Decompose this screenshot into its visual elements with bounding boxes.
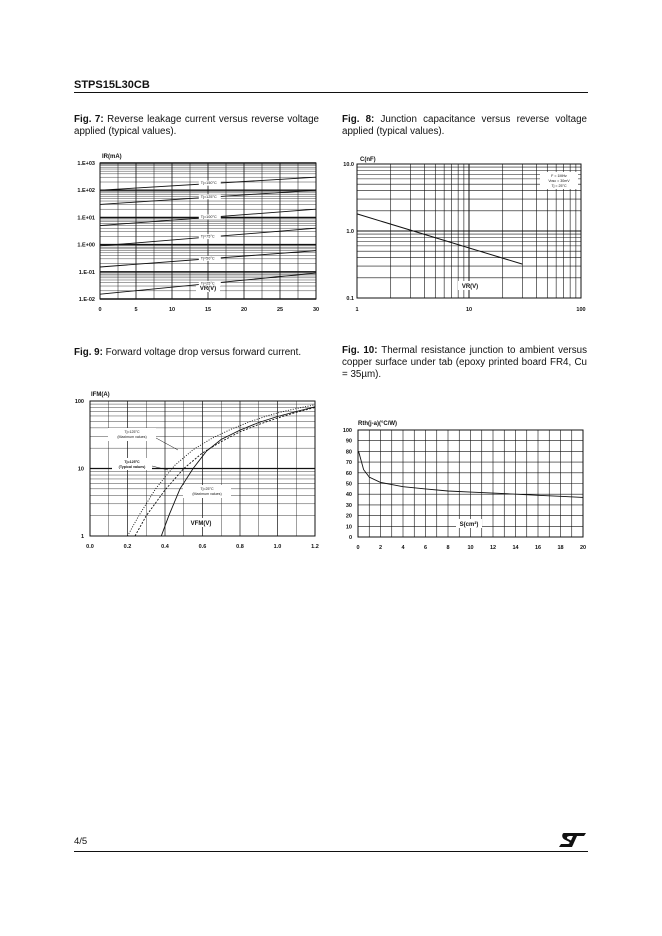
fig9-x-axis-label: VFM(V) [190, 521, 212, 527]
fig7-x-tick-label: 10 [168, 307, 176, 313]
fig7-text: Reverse leakage current versus reverse voltage applied (typical values). [74, 114, 319, 137]
fig10-y-tick-label: 80 [345, 449, 352, 456]
fig8-legend-text: Tj = 25°C [551, 184, 567, 188]
page-number: 4/5 [74, 836, 88, 847]
fig9-x-tick-label: 0.4 [161, 544, 169, 550]
fig7-y-tick-label: 1.E-01 [78, 269, 95, 276]
fig9-x-tick-label: 0.6 [198, 544, 207, 550]
fig8-y-tick-label: 0.1 [346, 296, 354, 302]
fig8-y-axis-label: C(nF) [360, 157, 376, 163]
fig10-y-tick-label: 20 [345, 513, 352, 520]
fig9-y-axis-label: IFM(A) [91, 392, 110, 398]
fig9-x-tick-label: 0.2 [123, 544, 132, 550]
fig9-annotation-text: Tj=125°C [124, 430, 140, 434]
fig10-y-tick-label: 60 [345, 470, 352, 477]
fig8-x-tick-label: 1 [355, 307, 359, 313]
fig8-y-tick-label: 1.0 [346, 229, 354, 235]
fig10-x-tick-label: 6 [423, 545, 428, 551]
fig7-x-tick-label: 25 [276, 307, 284, 313]
fig7-y-tick-label: 1.E+01 [77, 215, 95, 222]
fig10-x-tick-label: 16 [534, 545, 542, 551]
fig10-x-tick-label: 2 [378, 545, 383, 551]
fig10-y-tick-label: 30 [345, 502, 352, 509]
fig8-x-tick-label: 10 [465, 307, 473, 313]
fig10-y-axis-label: Rth(j-a)(°C/W) [358, 421, 398, 427]
fig9-y-tick-label: 1 [80, 534, 84, 540]
fig10-x-tick-label: 18 [557, 545, 564, 551]
fig10-x-tick-label: 14 [512, 545, 519, 551]
fig10-y-tick-label: 50 [345, 481, 352, 488]
fig8-legend-text: F = 1MHz [551, 174, 567, 178]
fig10-text: Thermal resistance junction to ambient versus copper surface under tab (epoxy printed board FR4, Cu = 35µm). [342, 345, 587, 380]
fig7-x-tick-label: 30 [312, 307, 320, 313]
fig7-x-tick-label: 5 [134, 307, 138, 313]
fig10-x-axis-label: S(cm²) [459, 522, 479, 528]
fig7-series-label: Tj=100°C [200, 214, 217, 219]
fig7-series-label: Tj=125°C [200, 194, 217, 199]
fig9-label: Fig. 9: [74, 347, 103, 358]
fig10-y-tick-label: 0 [348, 535, 352, 541]
fig7-y-tick-label: 1.E+02 [77, 188, 95, 195]
fig7-y-axis-label: IR(mA) [102, 154, 122, 160]
fig10-x-tick-label: 4 [401, 545, 405, 551]
fig10-label: Fig. 10: [342, 345, 378, 356]
fig7-series-label: Tj=75°C [200, 234, 215, 239]
fig7-x-tick-label: 20 [240, 307, 248, 313]
fig9-text: Forward voltage drop versus forward current. [105, 347, 302, 358]
fig10-x-tick-label: 20 [579, 545, 587, 551]
fig9-x-tick-label: 0.0 [86, 544, 94, 550]
fig7-x-tick-label: 15 [204, 307, 212, 313]
fig7-series-label: Tj=50°C [200, 256, 215, 261]
fig7-x-axis-label: VR(V) [199, 286, 217, 292]
fig8-x-tick-label: 100 [576, 307, 586, 313]
fig7-y-tick-label: 1.E-02 [78, 297, 95, 303]
fig9-annotation-text: Tj=25°C [200, 487, 214, 491]
fig7-series-label: Tj=150°C [200, 181, 217, 186]
fig10-x-tick-label: 8 [446, 545, 450, 551]
fig10-x-tick-label: 10 [467, 545, 474, 551]
fig9-y-tick-label: 100 [74, 399, 84, 405]
fig10-y-tick-label: 90 [345, 438, 352, 445]
fig9-annotation-text: (Maximum values) [117, 435, 147, 439]
fig7-y-tick-label: 1.E+00 [77, 242, 95, 249]
fig10-y-tick-label: 10 [345, 524, 352, 531]
fig8-series-line [357, 214, 522, 264]
st-logo-icon [558, 831, 588, 849]
fig10-x-tick-label: 12 [489, 545, 497, 551]
fig8-text: Junction capacitance versus reverse voltage applied (typical values). [342, 114, 587, 137]
fig9-x-tick-label: 1.2 [311, 544, 319, 550]
footer-rule [74, 851, 588, 852]
fig8-y-tick-label: 10.0 [343, 162, 354, 168]
fig7-label: Fig. 7: [74, 114, 104, 125]
fig7-series-label: Tj=25°C [200, 281, 215, 286]
fig7-x-tick-label: 0 [98, 307, 102, 313]
fig8-legend-text: Vosc = 30mV [548, 179, 570, 183]
fig7-y-tick-label: 1.E+03 [77, 161, 95, 167]
fig10-x-tick-label: 0 [356, 545, 360, 551]
fig9-y-tick-label: 10 [77, 466, 84, 473]
fig8-label: Fig. 8: [342, 114, 375, 125]
fig9-annotation-text: (Maximum values) [192, 492, 222, 496]
fig9-x-tick-label: 1.0 [273, 544, 282, 550]
fig10-y-tick-label: 70 [345, 460, 352, 467]
fig10-y-tick-label: 40 [345, 492, 352, 499]
header-title: STPS15L30CB [74, 79, 150, 91]
fig9-annotation-text: Tj=125°C [124, 460, 140, 464]
fig9-annotation-text: (Typical values) [118, 465, 146, 469]
fig10-y-tick-label: 100 [342, 428, 352, 434]
fig9-x-tick-label: 0.8 [236, 544, 244, 550]
fig8-x-axis-label: VR(V) [461, 284, 479, 290]
